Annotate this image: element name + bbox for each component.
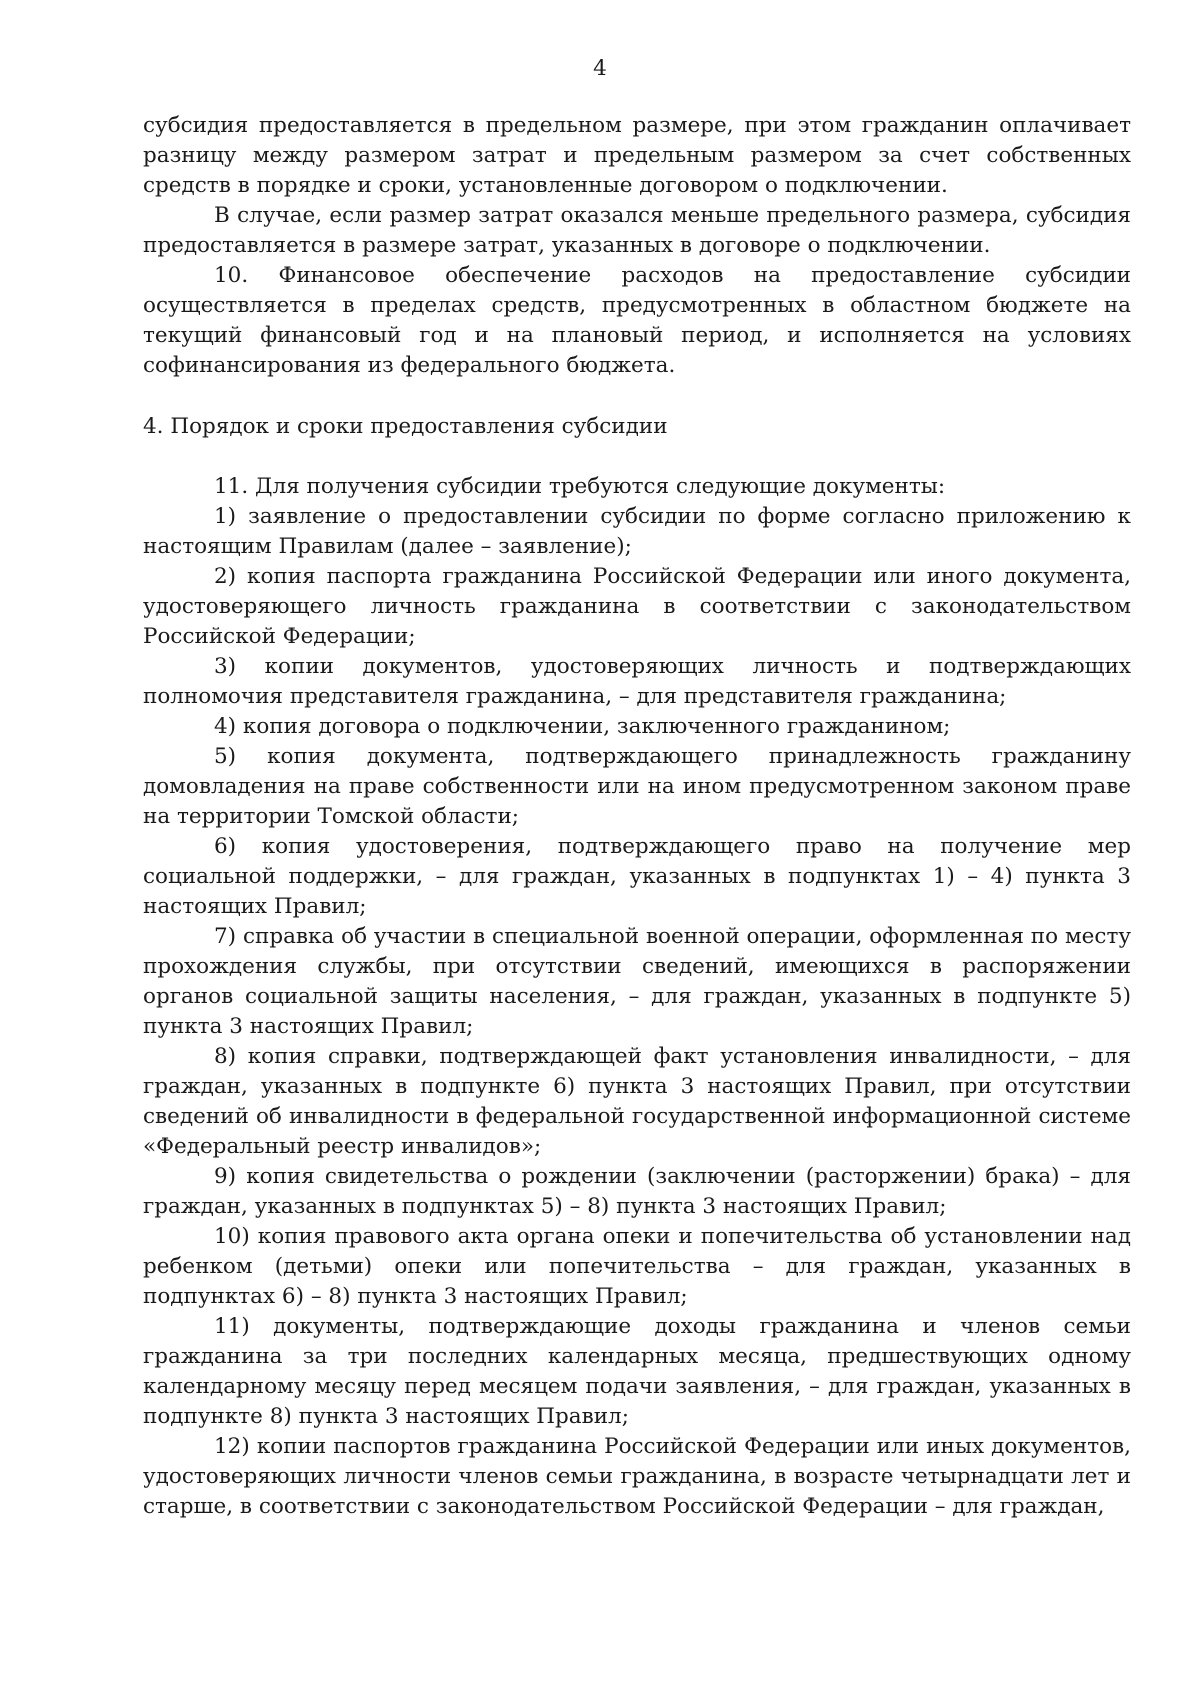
paragraph: 6) копия удостоверения, подтверждающего право на получение мер социальной поддержки, – для граждан, указанных в подпунктах 1) – 4) пункта 3 настоящих Правил;	[143, 834, 1131, 919]
paragraph: 10) копия правового акта органа опеки и попечительства об установлении над ребенком (детьми) опеки или попечительства – для граждан, указанных в подпунктах 6) – 8) пункта 3 настоящих Правил;	[143, 1224, 1131, 1309]
paragraph: 11) документы, подтверждающие доходы гражданина и членов семьи гражданина за три последних календарных месяца, предшествующих одному календарному месяцу перед месяцем подачи заявления, – для граждан, указанных в подпункте 8) пункта 3 настоящих Правил;	[143, 1314, 1131, 1429]
paragraph: 4) копия договора о подключении, заключенного гражданином;	[214, 714, 951, 739]
document-body	[143, 111, 1131, 1522]
paragraph: 1) заявление о предоставлении субсидии по форме согласно приложению к настоящим Правилам (далее – заявление);	[143, 504, 1131, 559]
paragraph: субсидия предоставляется в предельном размере, при этом гражданин оплачивает разницу между размером затрат и предельным размером за счет собственных средств в порядке и сроки, установленные договором о подключении.	[143, 113, 1131, 198]
paragraph: 3) копии документов, удостоверяющих личность и подтверждающих полномочия представителя гражданина, – для представителя гражданина;	[143, 654, 1131, 709]
section-heading: 4. Порядок и сроки предоставления субсидии	[143, 414, 668, 439]
paragraphs-before	[143, 111, 1131, 381]
paragraph: В случае, если размер затрат оказался меньше предельного размера, субсидия предоставляется в размере затрат, указанных в договоре о подключении.	[143, 203, 1131, 258]
paragraph: 2) копия паспорта гражданина Российской Федерации или иного документа, удостоверяющего личность гражданина в соответствии с законодательством Российской Федерации;	[143, 564, 1131, 649]
paragraph: 10. Финансовое обеспечение расходов на предоставление субсидии осуществляется в пределах средств, предусмотренных в областном бюджете на текущий финансовый год и на плановый период, и исполняется на условиях софинансирования из федерального бюджета.	[143, 263, 1131, 378]
paragraphs-after	[143, 472, 1131, 1522]
paragraph: 12) копии паспортов гражданина Российской Федерации или иных документов, удостоверяющих личности членов семьи гражданина, в возрасте четырнадцати лет и старше, в соответствии с законодательством Российской Федерации – для граждан,	[143, 1434, 1131, 1519]
paragraph: 5) копия документа, подтверждающего принадлежность гражданину домовладения на праве собственности или на ином предусмотренном законом праве на территории Томской области;	[143, 744, 1131, 829]
paragraph: 8) копия справки, подтверждающей факт установления инвалидности, – для граждан, указанных в подпункте 6) пункта 3 настоящих Правил, при отсутствии сведений об инвалидности в федеральной государственной информационной системе «Федеральный реестр инвалидов»;	[143, 1044, 1131, 1159]
paragraph: 9) копия свидетельства о рождении (заключении (расторжении) брака) – для граждан, указанных в подпунктах 5) – 8) пункта 3 настоящих Правил;	[143, 1164, 1131, 1219]
paragraph: 7) справка об участии в специальной военной операции, оформленная по месту прохождения службы, при отсутствии сведений, имеющихся в распоряжении органов социальной защиты населения, – для граждан, указанных в подпункте 5) пункта 3 настоящих Правил;	[143, 924, 1131, 1039]
paragraph: 11. Для получения субсидии требуются следующие документы:	[214, 474, 946, 499]
page-number: 4	[593, 56, 607, 81]
